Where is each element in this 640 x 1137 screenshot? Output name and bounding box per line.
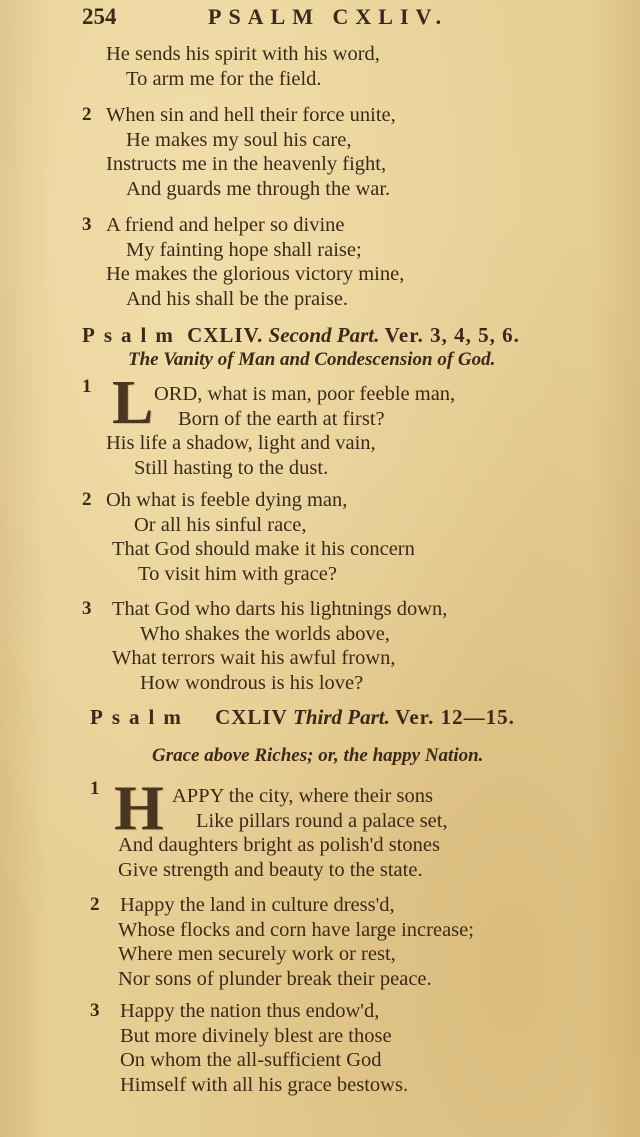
- verse-line: His life a shadow, light and vain,: [106, 432, 376, 454]
- verse-number: 2: [82, 489, 92, 510]
- verse-line: [90, 999, 630, 1024]
- stanza: [82, 597, 622, 695]
- psalm-word: Psalm: [82, 323, 182, 347]
- part-label: Third Part.: [293, 705, 390, 729]
- verse-line: Where men securely work or rest,: [118, 943, 396, 965]
- page-header: [82, 4, 522, 34]
- psalm-word: Psalm: [90, 705, 190, 729]
- verse-line: My fainting hope shall raise;: [126, 238, 362, 261]
- drop-cap: L: [112, 369, 154, 437]
- drop-cap: H: [114, 772, 164, 843]
- stanza: [82, 369, 622, 480]
- verse-line: [82, 213, 622, 238]
- continued-stanza: [82, 42, 622, 91]
- verse-line: He sends his spirit with his word,: [106, 43, 380, 65]
- verse-line: Give strength and beauty to the state.: [118, 858, 423, 881]
- verse-number: 2: [90, 894, 100, 915]
- verse-number: 3: [90, 1000, 100, 1021]
- verse-line: [82, 103, 622, 128]
- verse-line-text: Happy the nation thus endow'd,: [120, 1000, 380, 1022]
- stanza: [82, 103, 622, 201]
- verse-number: 1: [90, 778, 100, 799]
- verse-line: Who shakes the worlds above,: [140, 622, 390, 645]
- verse-range: Ver. 3, 4, 5, 6.: [384, 323, 520, 347]
- verse-line: ORD, what is man, poor feeble man,: [154, 383, 456, 405]
- verse-number: 3: [82, 598, 92, 619]
- verse-line: To visit him with grace?: [138, 562, 337, 585]
- verse-line: That God should make it his concern: [112, 538, 415, 560]
- verse-line: APPY the city, where their sons: [172, 785, 433, 807]
- verse-line: How wondrous is his love?: [140, 671, 364, 694]
- verse-line: But more divinely blest are those: [120, 1024, 392, 1047]
- stanza: [82, 488, 622, 586]
- stanza: [90, 999, 630, 1097]
- verse-line-text: Happy the land in culture dress'd,: [120, 894, 395, 916]
- verse-line: Still hasting to the dust.: [134, 456, 329, 479]
- verse-line: [82, 488, 622, 513]
- psalm-roman-number: CXLIV: [215, 705, 288, 729]
- verse-line: Born of the earth at first?: [178, 407, 385, 430]
- verse-number: 3: [82, 214, 92, 235]
- verse-line-text: Oh what is feeble dying man,: [106, 489, 348, 511]
- verse-range: Ver. 12—15.: [395, 705, 515, 729]
- verse-line: Or all his sinful race,: [134, 513, 307, 536]
- psalm-subtitle: Grace above Riches; or, the happy Nation.: [152, 745, 484, 766]
- running-title: PSALM CXLIV.: [208, 4, 449, 29]
- psalm-roman-number: CXLIV.: [187, 323, 264, 347]
- verse-line: And his shall be the praise.: [126, 287, 349, 310]
- stanza: [90, 772, 630, 882]
- page-number: 254: [82, 4, 117, 29]
- verse-line: Like pillars round a palace set,: [196, 809, 448, 832]
- verse-line-text: A friend and helper so divine: [106, 214, 345, 236]
- part-label: Second Part.: [268, 323, 380, 347]
- stanza: [82, 213, 622, 311]
- verse-line: He makes the glorious victory mine,: [106, 263, 405, 285]
- verse-number: 2: [82, 104, 92, 125]
- verse-line: And daughters bright as polish'd stones: [118, 834, 440, 856]
- psalm-heading-second-part: [82, 323, 632, 348]
- verse-line-text: That God who darts his lightnings down,: [112, 598, 448, 620]
- verse-line: And guards me through the war.: [126, 177, 391, 200]
- verse-line: He makes my soul his care,: [126, 128, 352, 151]
- verse-line-text: When sin and hell their force unite,: [106, 104, 396, 126]
- stanza: [90, 893, 630, 991]
- psalm-heading-third-part: [90, 705, 640, 730]
- verse-line: What terrors wait his awful frown,: [112, 647, 396, 669]
- verse-line: [82, 597, 622, 622]
- verse-number: 1: [82, 376, 92, 397]
- verse-line: Instructs me in the heavenly fight,: [106, 153, 387, 175]
- verse-line: Whose flocks and corn have large increase;: [118, 918, 474, 941]
- verse-line: To arm me for the field.: [126, 67, 322, 90]
- psalm-subtitle: The Vanity of Man and Condescension of God.: [128, 349, 496, 370]
- verse-line: [90, 893, 630, 918]
- verse-line: On whom the all-sufficient God: [120, 1049, 382, 1071]
- verse-line: Nor sons of plunder break their peace.: [118, 967, 432, 990]
- verse-line: Himself with all his grace bestows.: [120, 1073, 409, 1096]
